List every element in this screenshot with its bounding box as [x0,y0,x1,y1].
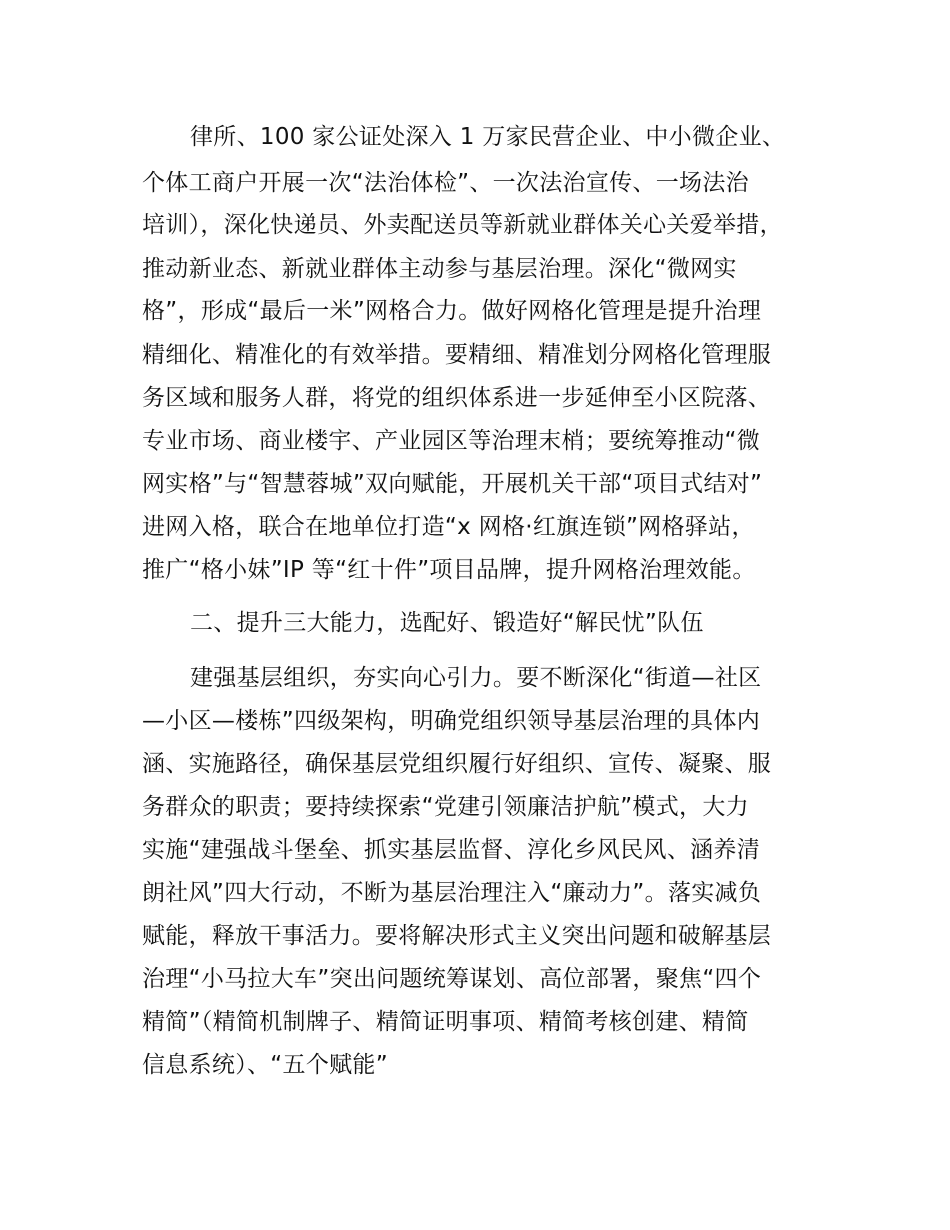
paragraph-line: 治理“小马拉大车”突出问题统筹谋划、高位部署，聚焦“四个 [142,966,762,992]
paragraph-line: 网实格”与“智慧蓉城”双向赋能，开展机关干部“项目式结对” [142,471,763,497]
section-heading: 二、提升三大能力，选配好、锻造好“解民忧”队伍 [190,610,704,636]
paragraph-line: 推广“格小妹”IP 等“红十件”项目品牌，提升网格治理效能。 [142,557,756,583]
paragraph-line: 格”，形成“最后一米”网格合力。做好网格化管理是提升治理 [142,298,762,324]
paragraph-line: 专业市场、商业楼宇、产业园区等治理末梢；要统筹推动“微 [142,428,761,454]
paragraph-line: 精细化、精准化的有效举措。要精细、精准划分网格化管理服 [142,342,772,368]
paragraph-line: 律所、100 家公证处深入 1 万家民营企业、中小微企业、 [190,124,786,150]
paragraph-line: 培训），深化快递员、外卖配送员等新就业群体关心关爱举措， [142,212,783,238]
paragraph-line: 实施“建强战斗堡垒、抓实基层监督、淳化乡风民风、涵养清 [142,837,761,863]
paragraph-line: —小区—楼栋”四级架构，明确党组织领导基层治理的具体内 [142,708,761,734]
paragraph-line: 涵、实施路径，确保基层党组织履行好组织、宣传、凝聚、服 [142,751,772,777]
paragraph-line: 信息系统）、“五个赋能” [142,1052,388,1078]
paragraph-line: 个体工商户开展一次“法治体检”、一次法治宣传、一场法治 [142,170,749,196]
paragraph-line: 务群众的职责；要持续探索“党建引领廉洁护航”模式，大力 [142,794,749,820]
paragraph-line: 进网入格，联合在地单位打造“x 网格·红旗连锁”网格驿站， [142,514,755,540]
paragraph-line: 务区域和服务人群，将党的组织体系进一步延伸至小区院落、 [142,385,772,411]
paragraph-line: 精简”（精简机制牌子、精简证明事项、精简考核创建、精简 [142,1009,749,1035]
paragraph-line: 推动新业态、新就业群体主动参与基层治理。深化“微网实 [142,256,737,282]
paragraph-line: 赋能，释放干事活力。要将解决形式主义突出问题和破解基层 [142,923,772,949]
paragraph-line: 朗社风”四大行动，不断为基层治理注入“廉动力”。落实减负 [142,880,762,906]
paragraph-line: 建强基层组织，夯实向心引力。要不断深化“街道—社区 [190,665,762,691]
